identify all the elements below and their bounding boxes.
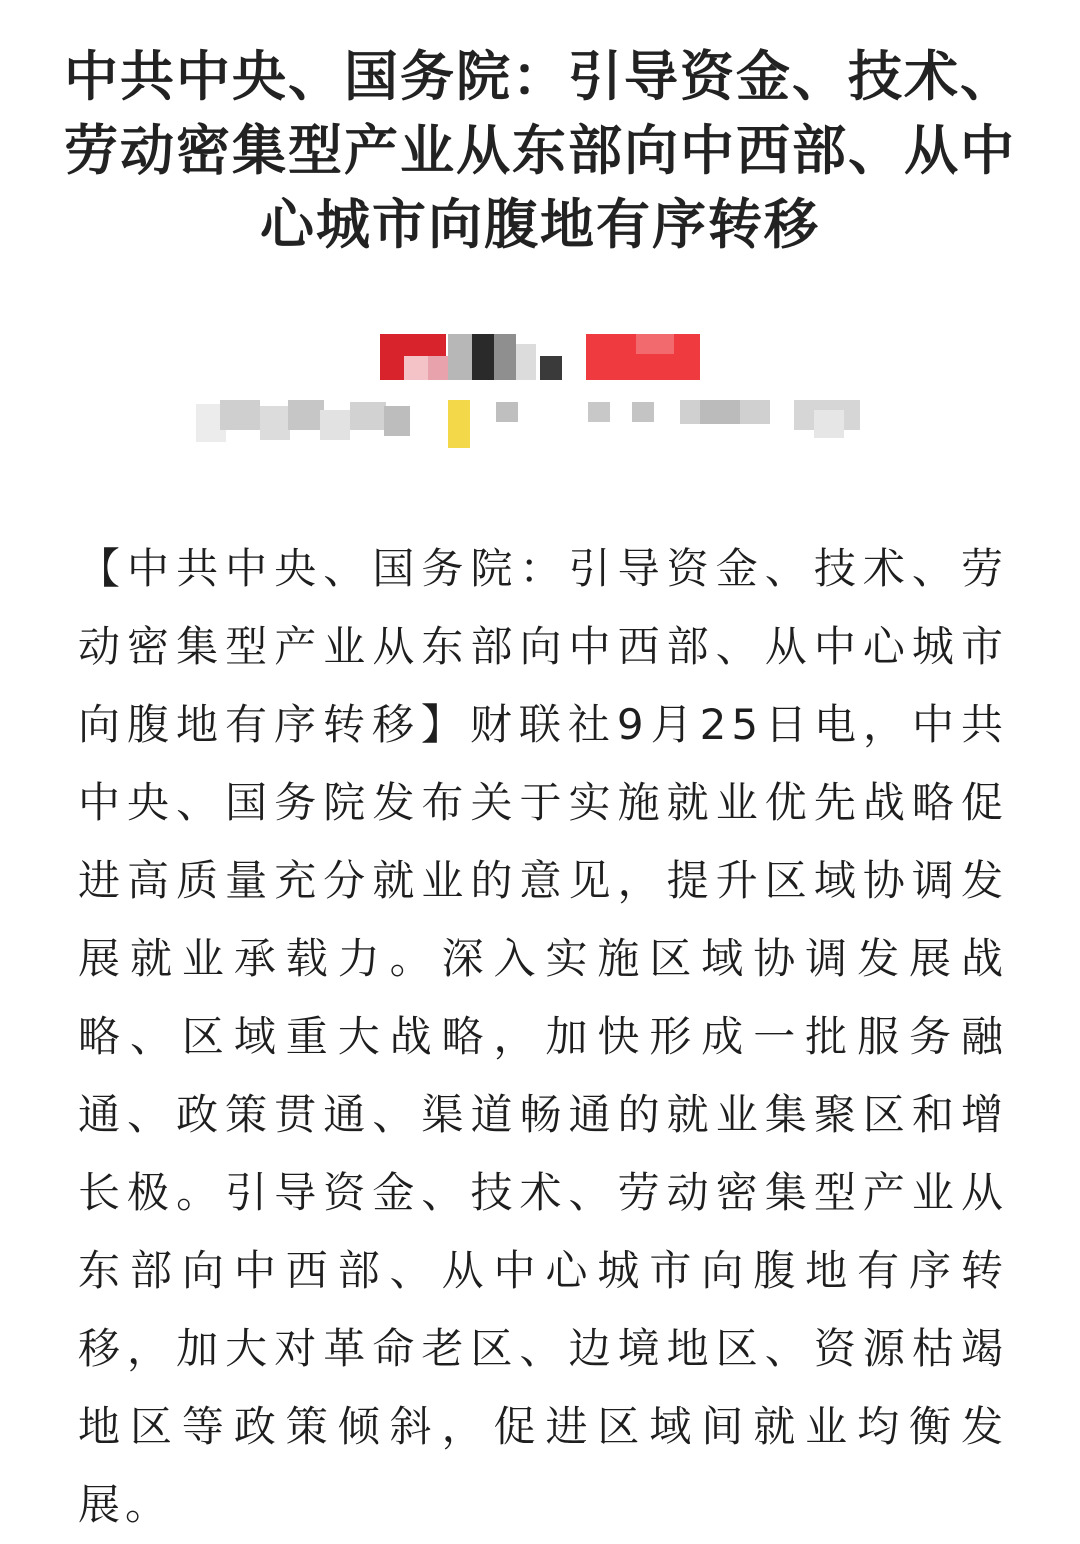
article-meta-redacted [0,330,1080,460]
article-title: 中共中央、国务院：引导资金、技术、劳动密集型产业从东部向中西部、从中心城市向腹地有序转移 [64,45,1016,256]
article-body: 【中共中央、国务院：引导资金、技术、劳动密集型产业从东部向中西部、从中心城市向腹地有序转移】财联社9月25日电，中共中央、国务院发布关于实施就业优先战略促进高质量充分就业的意见，提升区域协调发展就业承载力。深入实施区域协调发展战略、区域重大战略，加快形成一批服务融通、政策贯通、渠道畅通的就业集聚区和增长极。引导资金、技术、劳动密集型产业从东部向中西部、从中心城市向腹地有序转移，加大对革命老区、边境地区、资源枯竭地区等政策倾斜，促进区域间就业均衡发展。 [78,544,1008,1529]
author-avatar-mosaic [0,330,1080,390]
publish-info-mosaic [0,392,1080,452]
